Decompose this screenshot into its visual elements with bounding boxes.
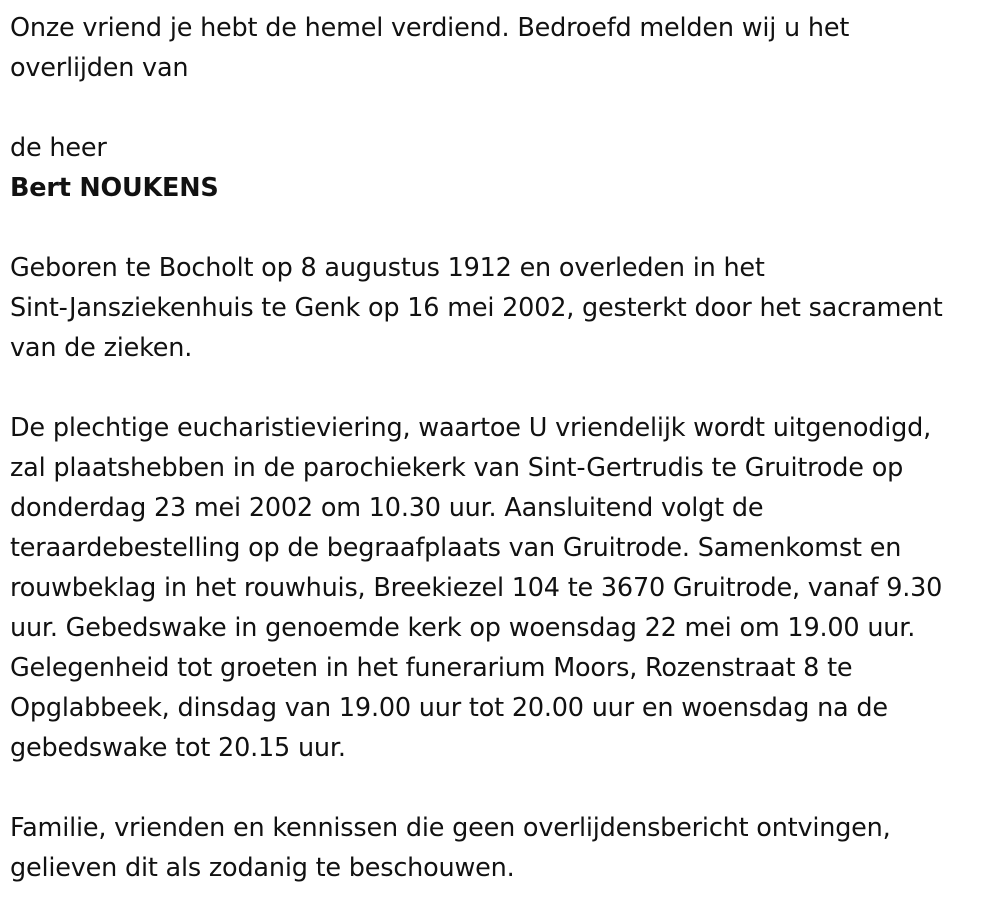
- paragraph-spacer: [10, 368, 1000, 408]
- closing-line: Familie, vrienden en kennissen die geen overlijdensbericht ontvingen,: [10, 813, 891, 843]
- closing-line: gelieven dit als zodanig te beschouwen.: [10, 853, 515, 883]
- intro-line: overlijden van: [10, 53, 189, 83]
- ceremony-line: teraardebestelling op de begraafplaats van Gruitrode. Samenkomst en: [10, 533, 902, 563]
- salutation: de heer: [10, 133, 107, 163]
- birth-death-paragraph: [10, 248, 1000, 368]
- birth-line: Sint-Jansziekenhuis te Genk op 16 mei 2002, gesterkt door het sacrament: [10, 293, 943, 323]
- paragraph-spacer: [10, 208, 1000, 248]
- ceremony-line: zal plaatshebben in de parochiekerk van Sint-Gertrudis te Gruitrode op: [10, 453, 904, 483]
- paragraph-spacer: [10, 768, 1000, 808]
- birth-line: van de zieken.: [10, 333, 193, 363]
- deceased-name: Bert NOUKENS: [10, 173, 219, 203]
- ceremony-line: Opglabbeek, dinsdag van 19.00 uur tot 20.00 uur en woensdag na de: [10, 693, 888, 723]
- ceremony-line: uur. Gebedswake in genoemde kerk op woensdag 22 mei om 19.00 uur.: [10, 613, 916, 643]
- ceremony-line: donderdag 23 mei 2002 om 10.30 uur. Aansluitend volgt de: [10, 493, 764, 523]
- ceremony-paragraph: [10, 408, 1000, 768]
- closing-paragraph: [10, 808, 1000, 888]
- ceremony-line: Gelegenheid tot groeten in het funerarium Moors, Rozenstraat 8 te: [10, 653, 853, 683]
- ceremony-line: rouwbeklag in het rouwhuis, Breekiezel 104 te 3670 Gruitrode, vanaf 9.30: [10, 573, 943, 603]
- intro-paragraph: [10, 8, 1000, 88]
- ceremony-line: gebedswake tot 20.15 uur.: [10, 733, 346, 763]
- paragraph-spacer: [10, 88, 1000, 128]
- birth-line: Geboren te Bocholt op 8 augustus 1912 en overleden in het: [10, 253, 765, 283]
- ceremony-line: De plechtige eucharistieviering, waartoe U vriendelijk wordt uitgenodigd,: [10, 413, 931, 443]
- intro-line: Onze vriend je hebt de hemel verdiend. Bedroefd melden wij u het: [10, 13, 850, 43]
